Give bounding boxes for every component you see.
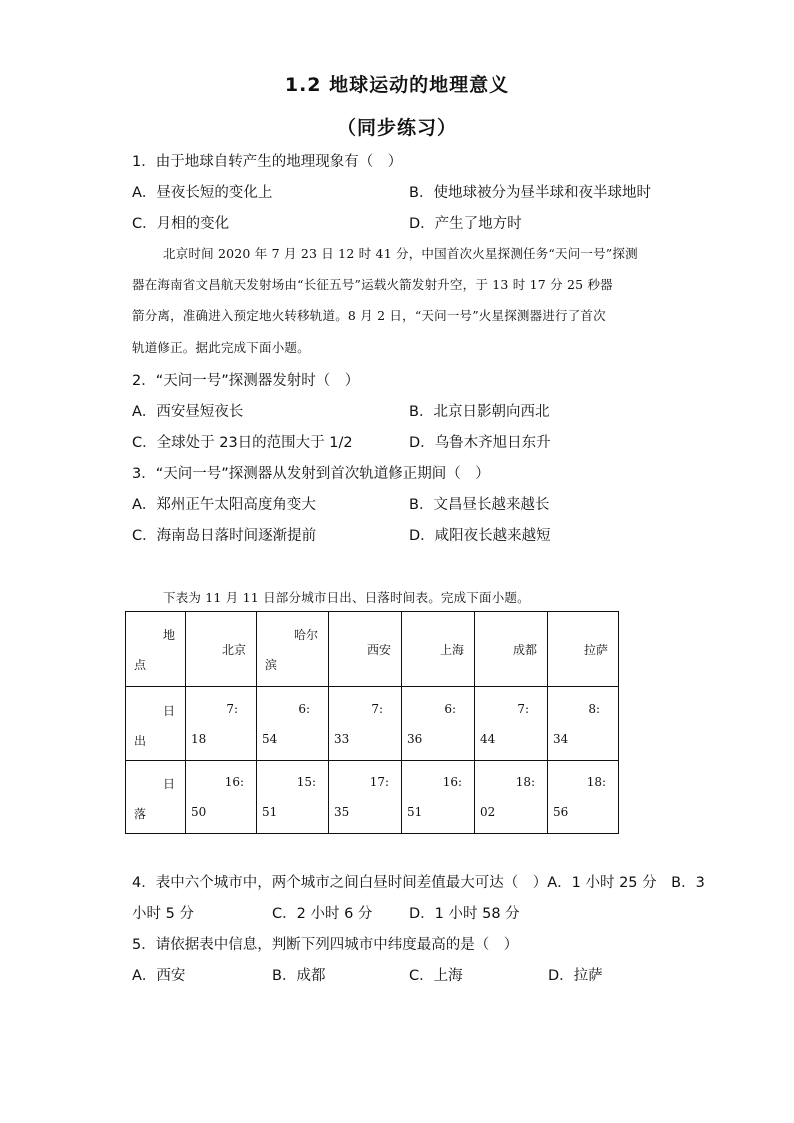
q1-stem: 1．由于地球自转产生的地理现象有（ ）: [132, 154, 403, 170]
q5-stem: 5．请依据表中信息，判断下列四城市中纬度最高的是（ ）: [132, 937, 519, 953]
table-cell-text: 17:: [369, 775, 389, 789]
table-cell: [126, 612, 186, 687]
table-cell-text: 拉萨: [583, 643, 608, 657]
q1-option-a: A．昼夜长短的变化上: [132, 185, 273, 201]
table-cell: [475, 761, 548, 834]
q2-option-c: C．全球处于 23日的范围大于 1/2: [132, 435, 353, 451]
q1-option-d: D．产生了地方时: [409, 216, 522, 232]
table-cell: [475, 612, 548, 687]
table-cell: [186, 687, 257, 761]
table-cell: [329, 687, 402, 761]
table-cell: [126, 761, 186, 834]
q3-option-d: D．咸阳夜长越来越短: [409, 528, 551, 544]
table-cell-text: 35: [334, 805, 350, 819]
table-cell-text: 16:: [442, 775, 462, 789]
passage1-line-1: 北京时间 2020 年 7 月 23 日 12 时 41 分，中国首次火星探测任务“天问一号”探测: [163, 246, 638, 261]
q4-option-d: D．1 小时 58 分: [409, 906, 520, 922]
q3-option-a: A．郑州正午太阳高度角变大: [132, 497, 316, 513]
table-cell-text: 34: [553, 732, 569, 746]
table-cell-text: 日: [162, 777, 175, 791]
sunrise-sunset-table: [125, 611, 619, 834]
table-cell-text: 地: [162, 628, 175, 642]
table-cell-text: 点: [134, 658, 147, 672]
q4-option-c: C．2 小时 6 分: [272, 906, 373, 922]
q5-option-d: D．拉萨: [548, 968, 603, 984]
table-header-row: [126, 612, 619, 687]
passage1-line-3: 箭分离，准确进入预定地火转移轨道。8 月 2 日，“天问一号”火星探测器进行了首次: [132, 308, 606, 323]
table-cell: [402, 761, 475, 834]
table-cell-text: 滨: [265, 658, 278, 672]
table-cell: [257, 612, 329, 687]
passage1-line-4: 轨道修正。据此完成下面小题。: [132, 340, 310, 355]
table-cell-text: 50: [191, 805, 207, 819]
q2-stem: 2．“天问一号”探测器发射时（ ）: [132, 373, 360, 389]
table-cell-text: 成都: [512, 643, 537, 657]
q5-option-c: C．上海: [409, 968, 463, 984]
passage2: 下表为 11 月 11 日部分城市日出、日落时间表。完成下面小题。: [163, 590, 530, 605]
table-cell-text: 日: [162, 704, 175, 718]
table-cell-text: 18:: [515, 775, 535, 789]
table-cell: [548, 687, 619, 761]
page-subtitle: （同步练习）: [336, 117, 457, 139]
table-cell-text: 北京: [221, 643, 246, 657]
q5-option-b: B．成都: [272, 968, 326, 984]
table-cell: [402, 687, 475, 761]
table-cell: [475, 687, 548, 761]
table-cell-text: 落: [134, 807, 147, 821]
table-cell-text: 44: [480, 732, 496, 746]
table-cell-text: 7:: [517, 702, 529, 716]
table-cell: [126, 687, 186, 761]
table-cell-text: 16:: [224, 775, 244, 789]
table-cell: [186, 612, 257, 687]
table-cell: [186, 761, 257, 834]
table-cell-text: 56: [553, 805, 569, 819]
q3-stem: 3．“天问一号”探测器从发射到首次轨道修正期间（ ）: [132, 466, 490, 482]
table-cell-text: 哈尔: [293, 628, 318, 642]
passage1-line-2: 器在海南省文昌航天发射场由“长征五号”运载火箭发射升空，于 13 时 17 分 25 秒器: [132, 277, 613, 292]
table-cell-text: 6:: [444, 702, 456, 716]
table-cell: [402, 612, 475, 687]
q2-option-a: A．西安昼短夜长: [132, 404, 244, 420]
q2-option-d: D．乌鲁木齐旭日东升: [409, 435, 551, 451]
q1-option-c: C．月相的变化: [132, 216, 230, 232]
table-cell-text: 51: [407, 805, 423, 819]
q2-option-b: B．北京日影朝向西北: [409, 404, 550, 420]
table-cell-text: 7:: [371, 702, 383, 716]
page-title: 1.2 地球运动的地理意义: [284, 74, 510, 96]
table-cell: [257, 687, 329, 761]
table-cell-text: 15:: [296, 775, 316, 789]
table-cell-text: 18:: [586, 775, 606, 789]
table-row-sunset: [126, 761, 619, 834]
q3-option-c: C．海南岛日落时间逐渐提前: [132, 528, 317, 544]
q5-option-a: A．西安: [132, 968, 186, 984]
table-cell: [257, 761, 329, 834]
table-cell-text: 02: [480, 805, 496, 819]
table-cell-text: 西安: [366, 643, 391, 657]
table-cell: [329, 761, 402, 834]
table-cell-text: 7:: [226, 702, 238, 716]
q1-option-b: B．使地球被分为昼半球和夜半球地时: [409, 185, 651, 201]
q4-option-b-cont: 小时 5 分: [132, 906, 194, 922]
table-cell-text: 出: [134, 734, 147, 748]
table-cell-text: 上海: [439, 643, 464, 657]
q4-line-1: 4．表中六个城市中，两个城市之间白昼时间差值最大可达（ ）A．1 小时 25 分 B．3: [132, 875, 705, 891]
table-cell: [548, 612, 619, 687]
table-cell-text: 8:: [588, 702, 600, 716]
table-cell-text: 54: [262, 732, 278, 746]
table-cell-text: 36: [407, 732, 423, 746]
table-cell-text: 51: [262, 805, 278, 819]
q3-option-b: B．文昌昼长越来越长: [409, 497, 550, 513]
table-cell: [548, 761, 619, 834]
table-cell-text: 18: [191, 732, 207, 746]
table-row-sunrise: [126, 687, 619, 761]
table-cell-text: 6:: [298, 702, 310, 716]
table-cell-text: 33: [334, 732, 350, 746]
table-cell: [329, 612, 402, 687]
